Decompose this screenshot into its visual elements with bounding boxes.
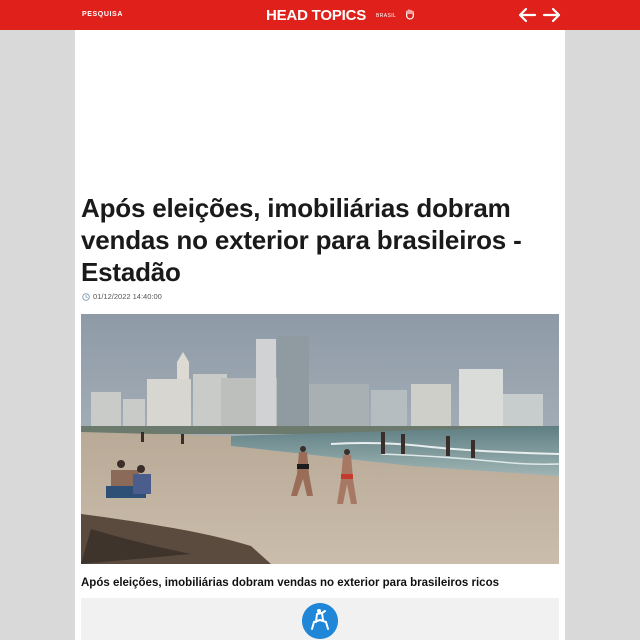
top-bar xyxy=(0,0,640,30)
image-caption: Após eleições, imobiliárias dobram vendas no exterior para brasileiros ricos xyxy=(81,577,499,589)
article-image[interactable] xyxy=(81,314,559,564)
article-timestamp: 01/12/2022 14:40:00 xyxy=(93,292,162,301)
source-box xyxy=(81,598,559,640)
arrow-left-icon[interactable] xyxy=(517,6,537,24)
arrow-right-icon[interactable] xyxy=(542,6,562,24)
hand-icon xyxy=(404,8,416,20)
search-link[interactable]: PESQUISA xyxy=(82,11,123,18)
article-title[interactable]: Após eleições, imobiliárias dobram vendas no exterior para brasileiros - Estadão xyxy=(81,193,522,287)
clock-icon xyxy=(82,293,90,301)
horse-rider-icon[interactable] xyxy=(302,603,338,639)
site-edition-label: BRASIL xyxy=(376,13,397,19)
article-container xyxy=(75,30,565,640)
site-logo[interactable]: HEAD TOPICS xyxy=(266,7,367,24)
